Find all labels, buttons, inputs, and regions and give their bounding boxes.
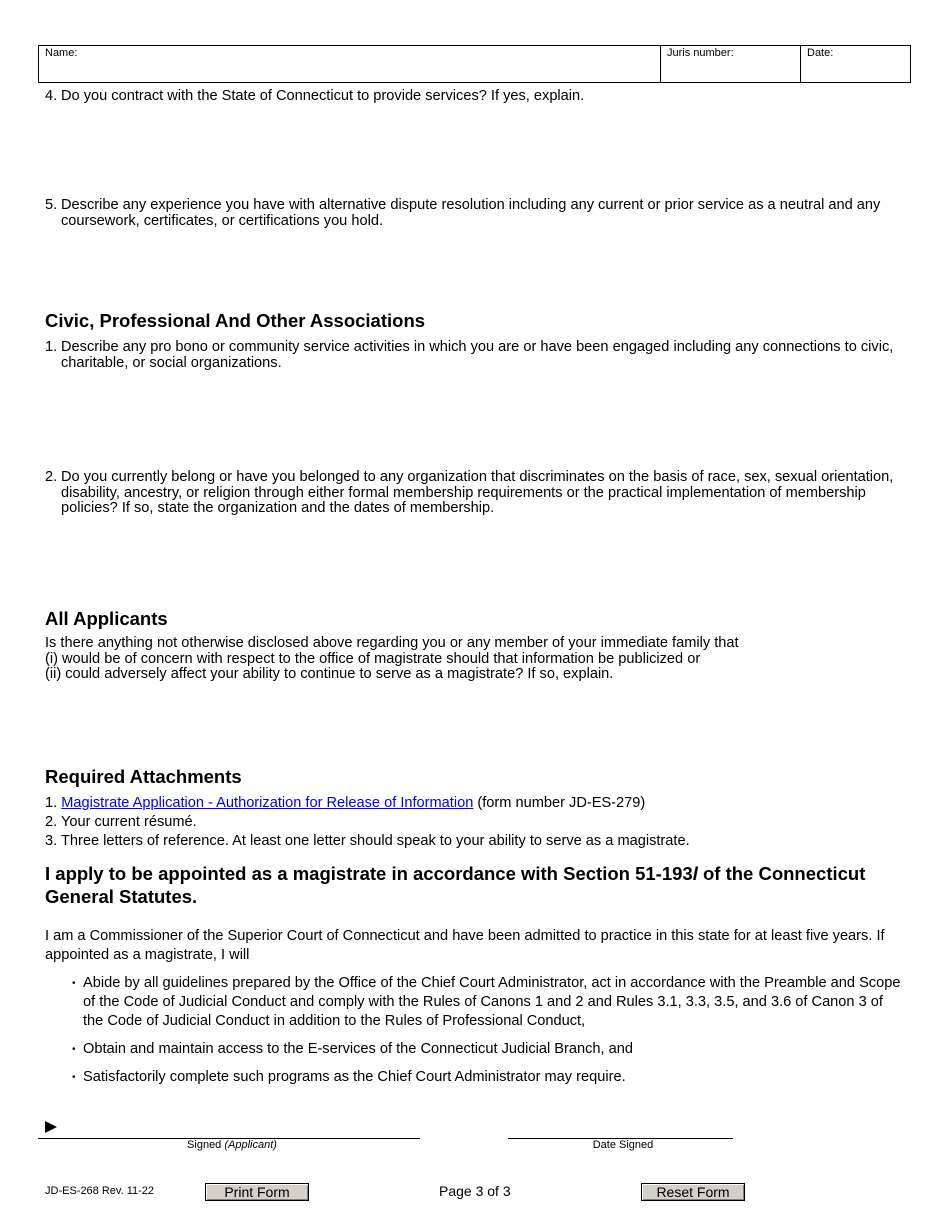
page-number: Page 3 of 3: [439, 1183, 511, 1199]
form-id: JD-ES-268 Rev. 11-22: [45, 1185, 155, 1197]
header-box: [38, 45, 911, 83]
list-item: • Satisfactorily complete such programs as the Chief Court Administrator may require.: [72, 1069, 626, 1085]
all-applicants-line-1: Is there anything not otherwise disclosed above regarding you or any member of your immediate family that: [45, 635, 739, 651]
question-number: 4.: [45, 88, 58, 104]
all-applicants-line-3: (ii) could adversely affect your ability to continue to serve as a magistrate? If so, explain.: [45, 666, 614, 682]
civic-heading: Civic, Professional And Other Associations: [45, 310, 426, 331]
list-item: • Obtain and maintain access to the E-services of the Connecticut Judicial Branch, and: [72, 1041, 633, 1057]
reset-form-button[interactable]: Reset Form: [641, 1183, 745, 1201]
civic-question-2-answer[interactable]: [45, 520, 905, 598]
attachment-item-1: 1. Magistrate Application - Authorization for Release of Information (form number JD-ES-279): [45, 795, 646, 811]
question-5: [45, 198, 905, 229]
declaration-heading: I apply to be appointed as a magistrate in accordance with Section 51-193l of the Connecticut General Statutes.: [45, 863, 866, 907]
signature-arrow-icon: [45, 1121, 57, 1133]
declaration-intro: I am a Commissioner of the Superior Court of Connecticut and have been admitted to practice in this state for at least five years. If appointed as a magistrate, I will: [45, 928, 885, 963]
all-applicants-line-2: (i) would be of concern with respect to the office of magistrate should that information be publicized or: [45, 650, 701, 667]
date-cell: [800, 46, 912, 82]
question-4-answer[interactable]: [45, 108, 905, 194]
juris-cell: [660, 46, 800, 82]
attachments-heading: Required Attachments: [45, 766, 242, 787]
bullet-icon: •: [72, 1044, 76, 1055]
date-signed-label: Date Signed: [592, 1139, 654, 1151]
name-cell: [39, 46, 660, 82]
all-applicants-heading: All Applicants: [45, 608, 168, 629]
question-text: Describe any experience you have with alternative dispute resolution including any current or prior service as a neutral and any coursework, certificates, or certifications you hold.: [61, 197, 881, 229]
name-label: Name:: [45, 47, 78, 59]
question-number: 5.: [45, 197, 58, 213]
bullet-icon: •: [72, 978, 76, 989]
print-form-button[interactable]: Print Form: [205, 1183, 309, 1201]
juris-number-label: Juris number:: [667, 47, 734, 59]
authorization-form-link[interactable]: Magistrate Application - Authorization for Release of Information: [61, 795, 474, 811]
name-input[interactable]: [43, 62, 656, 80]
all-applicants-question: [45, 636, 905, 683]
attachment-item-2: 2. Your current résumé.: [45, 814, 197, 830]
attachments-list: [45, 794, 690, 851]
declaration-bullets: [45, 974, 905, 1087]
question-number: 2.: [45, 469, 58, 485]
juris-number-input[interactable]: [665, 62, 796, 80]
bullet-icon: •: [72, 1072, 76, 1083]
civic-question-1-answer[interactable]: [45, 375, 905, 463]
question-4: [45, 89, 905, 105]
date-input[interactable]: [805, 62, 908, 80]
civic-question-1: [45, 340, 905, 371]
question-text: Describe any pro bono or community service activities in which you are or have been engaged including any connections to civic, charitable, or social organizations.: [61, 339, 894, 371]
attachment-item-3: 3. Three letters of reference. At least one letter should speak to your ability to serve as a magistrate.: [45, 833, 690, 849]
date-label: Date:: [807, 47, 834, 59]
question-number: 1.: [45, 339, 58, 355]
list-item: • Abide by all guidelines prepared by the Office of the Chief Court Administrator, act in accordance with the Preamble and Scope of the Code of Judicial Conduct and comply with the Rules of Canons 1 and 2 and Rules 3.1, 3.3, 3.5, and 3.6 of Canon 3 of the Code of Judicial Conduct in addition to the Rules of Professional Conduct,: [72, 975, 901, 1029]
civic-question-2: [45, 470, 905, 517]
question-text: Do you currently belong or have you belonged to any organization that discriminates on the basis of race, sex, sexual orientation, disability, ancestry, or religion through either formal membership requirements or the practical implementation of membership policies? If so, state the organization and the dates of membership.: [61, 469, 894, 516]
signed-applicant-label: Signed (Applicant): [187, 1139, 277, 1151]
all-applicants-answer[interactable]: [45, 688, 905, 758]
question-5-answer[interactable]: [45, 233, 905, 305]
question-text: Do you contract with the State of Connecticut to provide services? If yes, explain.: [61, 88, 585, 104]
